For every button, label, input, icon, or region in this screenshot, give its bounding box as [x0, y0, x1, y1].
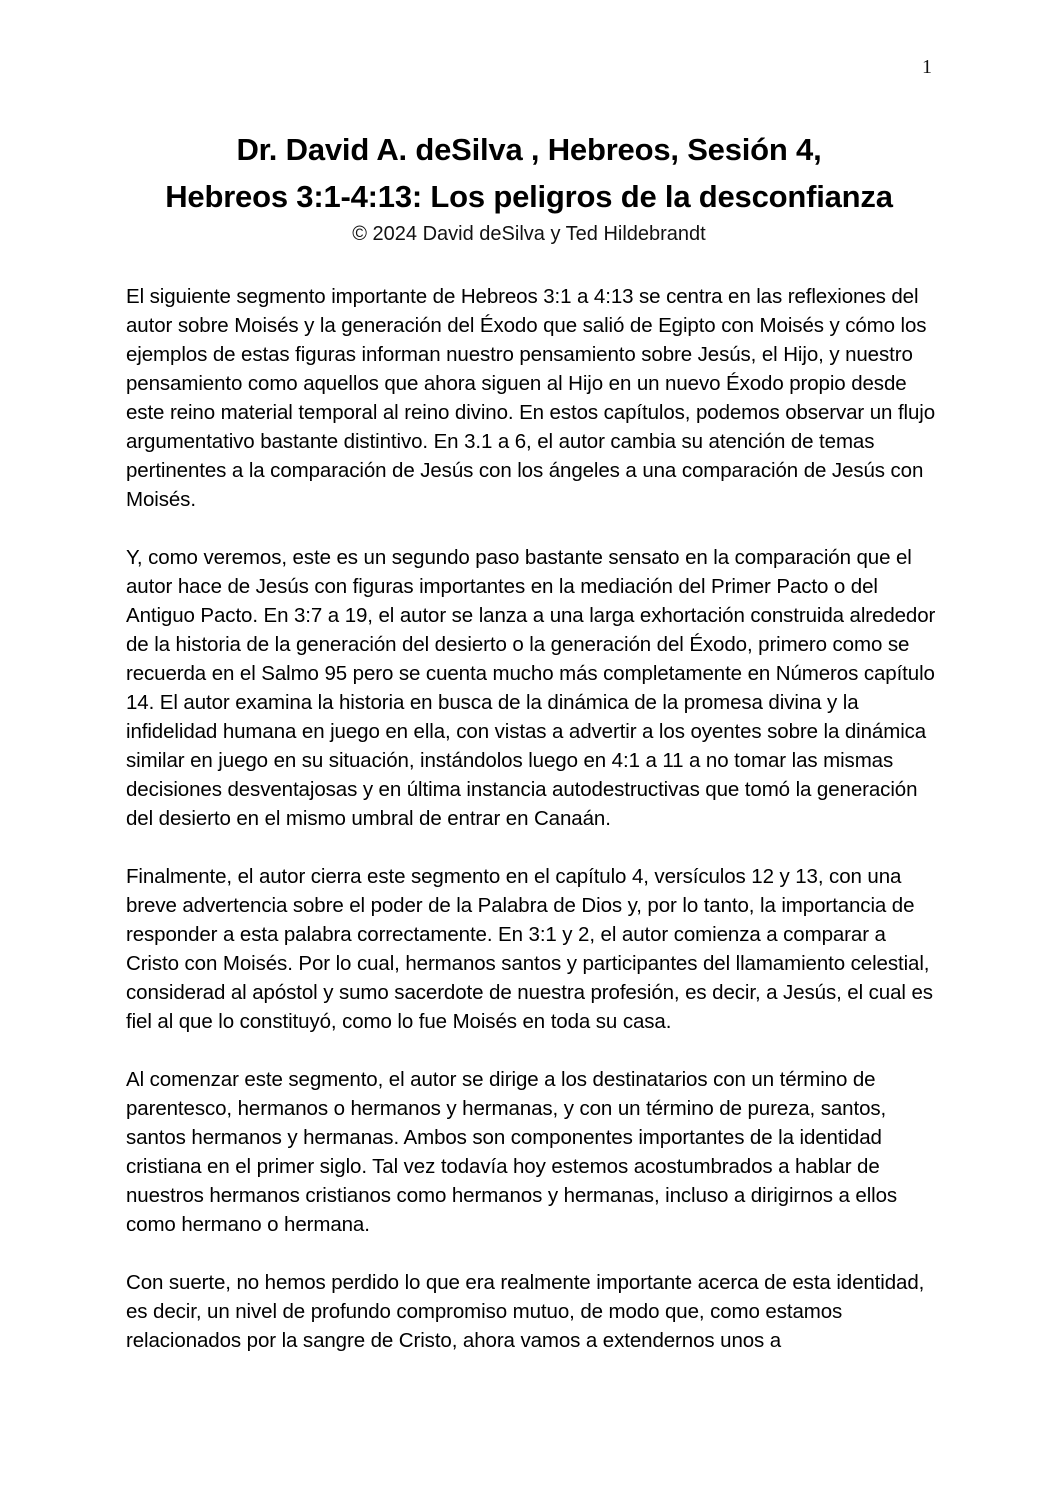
body-paragraph-5: Con suerte, no hemos perdido lo que era realmente importante acerca de esta identidad, es decir, un nivel de profundo compromiso mutuo, de modo que, como estamos relacionados por la sangre de Cristo, ahora vamos a extendernos unos a	[126, 1271, 925, 1352]
body-paragraph-2: Y, como veremos, este es un segundo paso bastante sensato en la comparación que el autor hace de Jesús con figuras importantes en la mediación del Primer Pacto o del Antiguo Pacto. En 3:7 a 19, el autor se lanza a una larga exhortación construida alrededor de la historia de la generación del desierto o la generación del Éxodo, primero como se recuerda en el Salmo 95 pero se cuenta mucho más completamente en Números capítulo 14. El autor examina la historia en busca de la dinámica de la promesa divina y la infidelidad humana en juego en ella, con vistas a advertir a los oyentes sobre la dinámica similar en juego en su situación, instándolos luego en 4:1 a 11 a no tomar las mismas decisiones desventajosas y en última instancia autodestructivas que tomó la generación del desierto en el mismo umbral de entrar en Canaán.	[126, 546, 936, 830]
body-paragraph-4: Al comenzar este segmento, el autor se dirige a los destinatarios con un término de parentesco, hermanos o hermanos y hermanas, y con un término de pureza, santos, santos hermanos y hermanas. Ambos son componentes importantes de la identidad cristiana en el primer siglo. Tal vez todavía hoy estemos acostumbrados a hablar de nuestros hermanos cristianos como hermanos y hermanas, incluso a dirigirnos a ellos como hermano o hermana.	[126, 1068, 898, 1236]
body-paragraph-1: El siguiente segmento importante de Hebreos 3:1 a 4:13 se centra en las reflexiones del autor sobre Moisés y la generación del Éxodo que salió de Egipto con Moisés y cómo los ejemplos de estas figuras informan nuestro pensamiento sobre Jesús, el Hijo, y nuestro pensamiento como aquellos que ahora siguen al Hijo en un nuevo Éxodo propio desde este reino material temporal al reino divino. En estos capítulos, podemos observar un flujo argumentativo bastante distintivo. En 3.1 a 6, el autor cambia su atención de temas pertinentes a la comparación de Jesús con los ángeles a una comparación de Jesús con Moisés.	[126, 285, 936, 511]
document-title	[0, 126, 1058, 246]
page-number: 1	[922, 56, 932, 78]
copyright-line: © 2024 David deSilva y Ted Hildebrandt	[352, 223, 706, 245]
title-line-1: Dr. David A. deSilva , Hebreos, Sesión 4,	[236, 132, 822, 167]
document-body	[126, 282, 938, 1355]
body-paragraph-3: Finalmente, el autor cierra este segmento en el capítulo 4, versículos 12 y 13, con una breve advertencia sobre el poder de la Palabra de Dios y, por lo tanto, la importancia de responder a esta palabra correctamente. En 3:1 y 2, el autor comienza a comparar a Cristo con Moisés. Por lo cual, hermanos santos y participantes del llamamiento celestial, considerad al apóstol y sumo sacerdote de nuestra profesión, es decir, a Jesús, el cual es fiel al que lo constituyó, como lo fue Moisés en toda su casa.	[126, 865, 933, 1033]
title-line-2: Hebreos 3:1-4:13: Los peligros de la desconfianza	[165, 179, 893, 214]
